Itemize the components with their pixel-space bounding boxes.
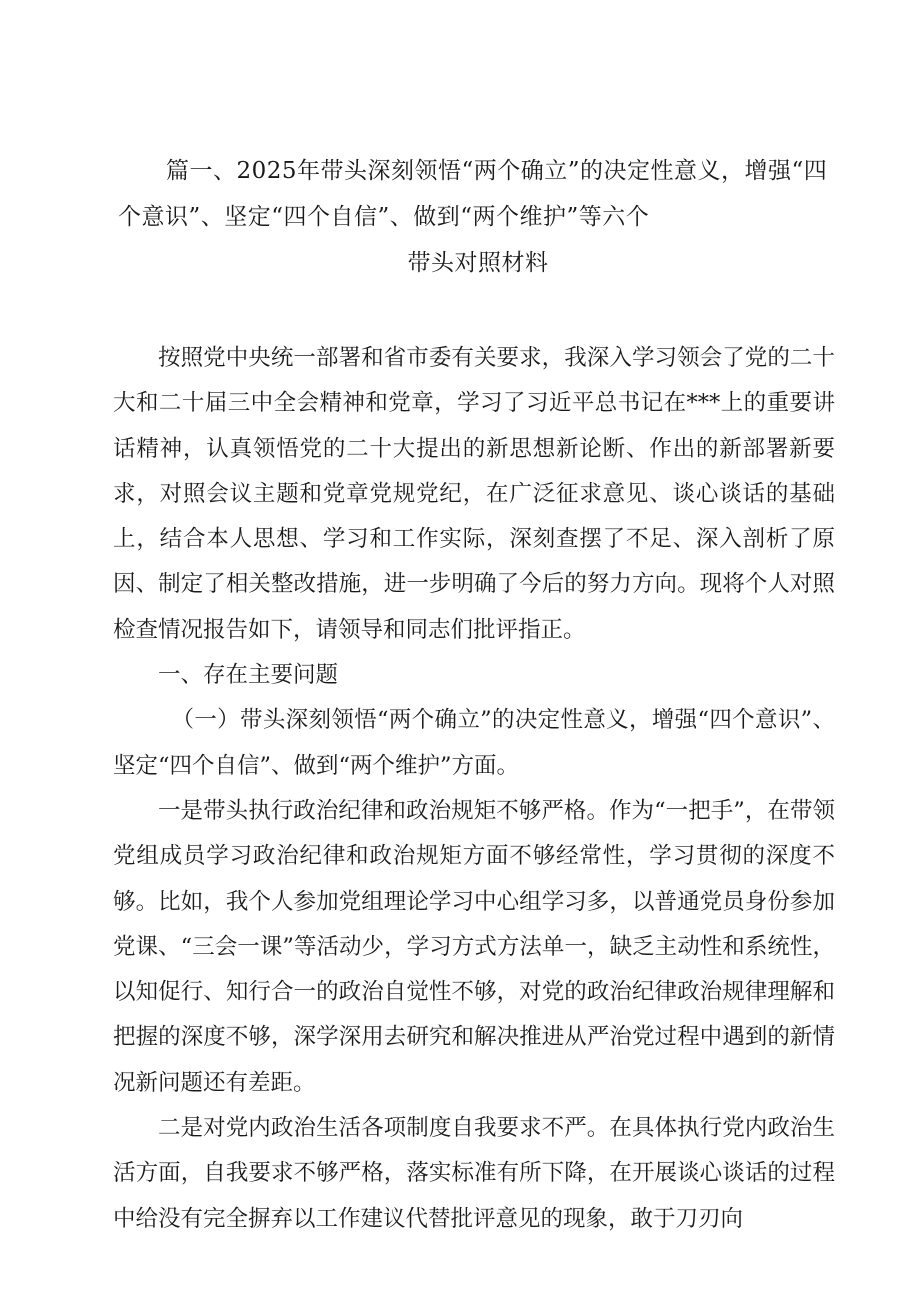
section-heading: 一、存在主要问题 [158,662,339,689]
title-line-2: 个意识”、坚定“四个自信”、做到“两个维护”等六个 [118,204,650,230]
title-line-3: 带头对照材料 [407,250,549,276]
title-line-1: 篇一、2025年带头深刻领悟“两个确立”的决定性意义，增强“四 [166,158,828,184]
point-paragraph-2: 二是对党内政治生活各项制度自我要求不严。在具体执行党内政治生活方面，自我要求不够严格，落实标准有所下降，在开展谈心谈话的过程中给没有完全摒弃以工作建议代替批评意见的现象，敢于刀刃向 [113,1115,835,1232]
document-title [118,148,838,286]
document-body [113,336,835,1242]
point-paragraph-1: 一是带头执行政治纪律和政治规矩不够严格。作为“一把手”，在带领党组成员学习政治纪律和政治规矩方面不够经常性，学习贯彻的深度不够。比如，我个人参加党组理论学习中心组学习多，以普通党员身份参加党课、“三会一课”等活动少，学习方式方法单一，缺乏主动性和系统性，以知促行、知行合一的政治自觉性不够，对党的政治纪律政治规律理解和把握的深度不够，深学深用去研究和解决推进从严治党过程中遇到的新情况新问题还有差距。 [113,797,835,1096]
intro-paragraph: 按照党中央统一部署和省市委有关要求，我深入学习领会了党的二十大和二十届三中全会精神和党章，学习了习近平总书记在***上的重要讲话精神，认真领悟党的二十大提出的新思想新论断、作出的新部署新要求，对照会议主题和党章党规党纪，在广泛征求意见、谈心谈话的基础上，结合本人思想、学习和工作实际，深刻查摆了不足、深入剖析了原因、制定了相关整改措施，进一步明确了今后的努力方向。现将个人对照检查情况报告如下，请领导和同志们批评指正。 [113,345,835,643]
subsection-heading: （一）带头深刻领悟“两个确立”的决定性意义，增强“四个意识”、坚定“四个自信”、做到“两个维护”方面。 [113,707,835,779]
